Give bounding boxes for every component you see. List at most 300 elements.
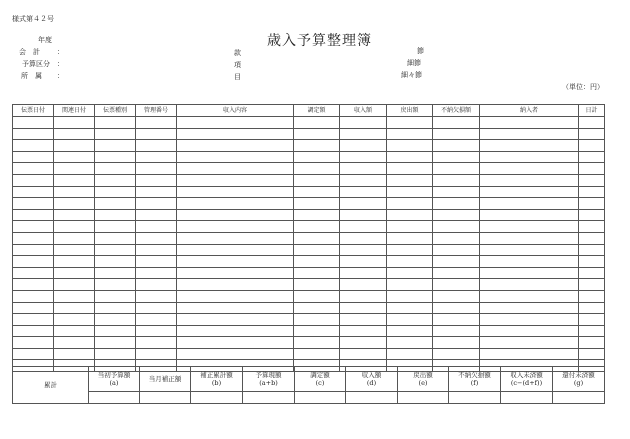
ledger-cell [95,221,136,233]
budget-category-label: 予算区分 [22,60,50,68]
ledger-cell [177,186,294,198]
ledger-cell [340,232,387,244]
ledger-row [13,267,605,279]
ledger-cell [387,209,433,221]
ledger-cell [136,221,177,233]
ledger-cell [340,174,387,186]
ledger-row [13,174,605,186]
ledger-column-header: 納入者 [480,105,579,117]
ledger-row [13,348,605,360]
ledger-cell [95,198,136,210]
ledger-cell [433,290,480,302]
ledger-cell [54,117,95,129]
ledger-cell [294,209,340,221]
ledger-cell [95,279,136,291]
ledger-cell [54,348,95,360]
ledger-cell [177,290,294,302]
summary-cell [295,391,346,403]
summary-cell [243,391,295,403]
ledger-cell [95,174,136,186]
ledger-cell [54,290,95,302]
ledger-cell [340,325,387,337]
ledger-cell [340,337,387,349]
ledger-cell [177,163,294,175]
ledger-cell [579,256,605,268]
ledger-cell [433,244,480,256]
summary-col-refunded: 戻出額 (e) [398,367,449,392]
summary-cell [449,391,501,403]
summary-table [12,366,605,404]
ledger-cell [54,174,95,186]
ledger-cell [579,117,605,129]
ledger-cell [294,256,340,268]
ledger-cell [13,151,54,163]
ledger-cell [387,314,433,326]
department-colon: ： [57,72,64,80]
saisaisetsu-label: 細々節 [401,71,422,79]
ledger-cell [54,279,95,291]
ledger-cell [294,244,340,256]
ledger-cell [579,314,605,326]
ledger-cell [433,325,480,337]
ledger-cell [136,140,177,152]
ledger-column-header: 調定額 [294,105,340,117]
ledger-cell [387,325,433,337]
ledger-cell [340,244,387,256]
summary-col-current-budget: 予算現額 (a+b) [243,367,295,392]
ledger-column-header: 収入額 [340,105,387,117]
form-number: 様式第４２号 [12,15,54,23]
ledger-cell [13,117,54,129]
ledger-cell [480,140,579,152]
ledger-cell [579,302,605,314]
ledger-cell [579,325,605,337]
ledger-cell [340,302,387,314]
summary-cell [553,391,605,403]
ledger-cell [433,174,480,186]
ledger-cell [480,314,579,326]
ledger-cell [387,244,433,256]
ledger-cell [177,174,294,186]
accounting-label: 会 計 [19,48,40,56]
ledger-cell [177,209,294,221]
setsu-label: 節 [417,47,424,55]
ledger-cell [95,128,136,140]
ledger-cell [95,302,136,314]
ledger-cell [136,209,177,221]
ledger-cell [136,198,177,210]
moku-label: 目 [234,73,241,81]
ledger-cell [177,348,294,360]
ledger-cell [294,325,340,337]
summary-cell [89,391,140,403]
ledger-cell [340,348,387,360]
ledger-cell [579,186,605,198]
ledger-cell [177,198,294,210]
ledger-cell [480,244,579,256]
ledger-cell [480,325,579,337]
ledger-cell [13,348,54,360]
summary-col-uncollectible: 不納欠損額 (f) [449,367,501,392]
ledger-cell [54,256,95,268]
ledger-cell [13,290,54,302]
ledger-cell [340,290,387,302]
ledger-cell [433,302,480,314]
cumulative-label: 累計 [13,367,89,404]
ledger-cell [136,348,177,360]
ledger-cell [294,279,340,291]
ledger-cell [387,163,433,175]
ledger-cell [13,244,54,256]
ledger-cell [13,186,54,198]
budget-category-colon: ： [57,60,64,68]
ledger-cell [294,290,340,302]
page-title: 歳入予算整理簿 [267,33,372,49]
ledger-column-header: 不納欠損額 [433,105,480,117]
ledger-cell [136,151,177,163]
ledger-column-header: 戻出額 [387,105,433,117]
ledger-cell [95,186,136,198]
ledger-cell [177,221,294,233]
ledger-cell [579,279,605,291]
summary-col-revision-total: 補正累計額 (b) [191,367,243,392]
ledger-cell [95,337,136,349]
ledger-cell [340,151,387,163]
ledger-cell [54,140,95,152]
ledger-table [12,104,605,372]
ledger-cell [579,209,605,221]
ledger-cell [13,256,54,268]
ledger-cell [136,128,177,140]
ledger-cell [13,198,54,210]
ledger-cell [480,348,579,360]
ledger-cell [294,117,340,129]
ledger-cell [579,140,605,152]
ledger-cell [136,337,177,349]
ledger-cell [13,302,54,314]
ledger-row [13,186,605,198]
ledger-column-header: 収入内容 [177,105,294,117]
ledger-row [13,337,605,349]
ledger-row [13,279,605,291]
ledger-cell [387,128,433,140]
ledger-cell [95,314,136,326]
ledger-cell [480,279,579,291]
ledger-cell [340,140,387,152]
ledger-cell [340,198,387,210]
ledger-cell [177,337,294,349]
ledger-cell [340,128,387,140]
ledger-cell [480,198,579,210]
ledger-cell [480,151,579,163]
ledger-cell [95,325,136,337]
ledger-cell [177,232,294,244]
ledger-cell [13,221,54,233]
ledger-cell [294,337,340,349]
ledger-cell [13,314,54,326]
ledger-cell [136,290,177,302]
ledger-cell [54,209,95,221]
ledger-cell [13,140,54,152]
ledger-row [13,151,605,163]
ledger-cell [340,267,387,279]
ledger-cell [294,163,340,175]
ledger-cell [13,279,54,291]
ledger-cell [480,256,579,268]
ledger-cell [294,198,340,210]
accounting-colon: ： [57,48,64,56]
ledger-cell [294,128,340,140]
ledger-column-header: 管理番号 [136,105,177,117]
ledger-cell [579,337,605,349]
department-label: 所 属 [21,72,42,80]
ledger-cell [54,186,95,198]
ledger-cell [54,337,95,349]
ledger-cell [294,314,340,326]
ledger-cell [433,163,480,175]
ledger-cell [54,325,95,337]
unit-label: （単位：円） [562,83,604,91]
ledger-cell [95,256,136,268]
ledger-cell [340,221,387,233]
ledger-cell [177,279,294,291]
fiscal-year-label: 年度 [38,36,52,44]
summary-col-monthly-revision: 当月補正額 [140,367,191,392]
ledger-cell [579,267,605,279]
summary-col-unreceived: 収入未済額 (c−(d+f)) [501,367,553,392]
ledger-cell [177,244,294,256]
summary-col-initial-budget: 当初予算額 (a) [89,367,140,392]
ledger-cell [340,117,387,129]
ledger-cell [387,267,433,279]
ledger-cell [136,314,177,326]
ledger-cell [136,174,177,186]
ledger-header-row [13,105,605,117]
ledger-cell [95,163,136,175]
ledger-cell [579,290,605,302]
ledger-cell [177,140,294,152]
ledger-cell [480,186,579,198]
ledger-cell [433,186,480,198]
ledger-cell [433,128,480,140]
ledger-cell [340,209,387,221]
ledger-cell [54,232,95,244]
ledger-cell [579,151,605,163]
ledger-cell [177,325,294,337]
ledger-cell [387,221,433,233]
ledger-cell [177,128,294,140]
ledger-cell [13,325,54,337]
ledger-cell [480,163,579,175]
ledger-cell [480,209,579,221]
ledger-cell [294,186,340,198]
ledger-row [13,198,605,210]
ledger-cell [136,186,177,198]
ledger-column-header: 関連日付 [54,105,95,117]
ledger-cell [54,221,95,233]
ledger-cell [480,221,579,233]
ledger-cell [136,302,177,314]
ledger-cell [136,267,177,279]
ledger-cell [95,209,136,221]
ledger-cell [387,140,433,152]
ledger-cell [54,267,95,279]
ledger-cell [480,117,579,129]
ledger-row [13,128,605,140]
ledger-column-header: 伝票種別 [95,105,136,117]
summary-col-received: 収入額 (d) [346,367,398,392]
ledger-cell [433,209,480,221]
ledger-cell [480,174,579,186]
ledger-cell [95,290,136,302]
ledger-cell [579,348,605,360]
ledger-cell [136,117,177,129]
ledger-row [13,244,605,256]
ledger-cell [177,117,294,129]
ledger-cell [387,302,433,314]
ledger-cell [340,163,387,175]
ledger-cell [433,337,480,349]
ledger-row [13,140,605,152]
ledger-cell [177,151,294,163]
ledger-cell [387,337,433,349]
ledger-cell [136,163,177,175]
ledger-row [13,163,605,175]
summary-col-assessed: 調定額 (c) [295,367,346,392]
ledger-cell [177,302,294,314]
ledger-cell [13,128,54,140]
summary-col-unrefunded: 還付未済額 (g) [553,367,605,392]
ledger-cell [433,198,480,210]
ledger-cell [433,256,480,268]
ledger-cell [433,267,480,279]
ledger-cell [433,151,480,163]
ledger-cell [95,117,136,129]
summary-cell [191,391,243,403]
summary-cell [140,391,191,403]
ledger-cell [13,163,54,175]
ledger-cell [95,151,136,163]
ledger-cell [136,256,177,268]
ledger-cell [433,221,480,233]
summary-header-row [13,367,605,392]
ledger-row [13,256,605,268]
ledger-cell [13,209,54,221]
ledger-row [13,209,605,221]
ledger-cell [387,198,433,210]
ledger-cell [387,117,433,129]
ledger-cell [579,174,605,186]
summary-cell [346,391,398,403]
ledger-cell [136,325,177,337]
ledger-cell [433,232,480,244]
ledger-cell [54,314,95,326]
ledger-cell [136,232,177,244]
ledger-row [13,302,605,314]
ledger-cell [54,244,95,256]
ledger-cell [387,279,433,291]
ledger-cell [433,117,480,129]
ledger-cell [579,232,605,244]
ledger-cell [579,128,605,140]
ledger-cell [387,256,433,268]
ledger-cell [294,221,340,233]
ledger-cell [294,302,340,314]
ledger-cell [387,151,433,163]
ledger-row [13,290,605,302]
ledger-cell [54,302,95,314]
ledger-cell [579,198,605,210]
ledger-cell [480,337,579,349]
ledger-cell [387,232,433,244]
ledger-cell [294,140,340,152]
saisetsu-label: 細節 [407,59,421,67]
ledger-cell [95,267,136,279]
ledger-cell [387,290,433,302]
ledger-cell [294,267,340,279]
ledger-cell [136,279,177,291]
ledger-cell [136,244,177,256]
ledger-cell [54,128,95,140]
ledger-cell [433,314,480,326]
ledger-cell [387,186,433,198]
ledger-cell [480,302,579,314]
ledger-cell [54,198,95,210]
ledger-cell [177,314,294,326]
ledger-cell [294,232,340,244]
ledger-cell [294,348,340,360]
ledger-cell [294,174,340,186]
ledger-cell [340,314,387,326]
ledger-cell [387,174,433,186]
ledger-cell [95,244,136,256]
ledger-cell [95,232,136,244]
ledger-row [13,232,605,244]
summary-cell [501,391,553,403]
ledger-row [13,325,605,337]
ledger-cell [387,348,433,360]
ledger-cell [294,151,340,163]
summary-value-row [13,391,605,403]
ledger-column-header: 伝票日付 [13,105,54,117]
ledger-cell [54,163,95,175]
ledger-cell [13,174,54,186]
ledger-cell [579,163,605,175]
ledger-cell [340,279,387,291]
ledger-cell [95,348,136,360]
ledger-cell [433,140,480,152]
ledger-cell [13,232,54,244]
ledger-row [13,221,605,233]
ledger-row [13,314,605,326]
ledger-cell [480,290,579,302]
ledger-cell [433,348,480,360]
kou-label: 項 [234,61,241,69]
ledger-cell [95,140,136,152]
kan-label: 款 [234,49,241,57]
ledger-cell [579,221,605,233]
ledger-cell [579,244,605,256]
ledger-cell [340,186,387,198]
ledger-cell [177,256,294,268]
ledger-cell [340,256,387,268]
ledger-cell [13,337,54,349]
ledger-cell [13,267,54,279]
ledger-cell [480,128,579,140]
ledger-cell [177,267,294,279]
summary-cell [398,391,449,403]
ledger-cell [433,279,480,291]
